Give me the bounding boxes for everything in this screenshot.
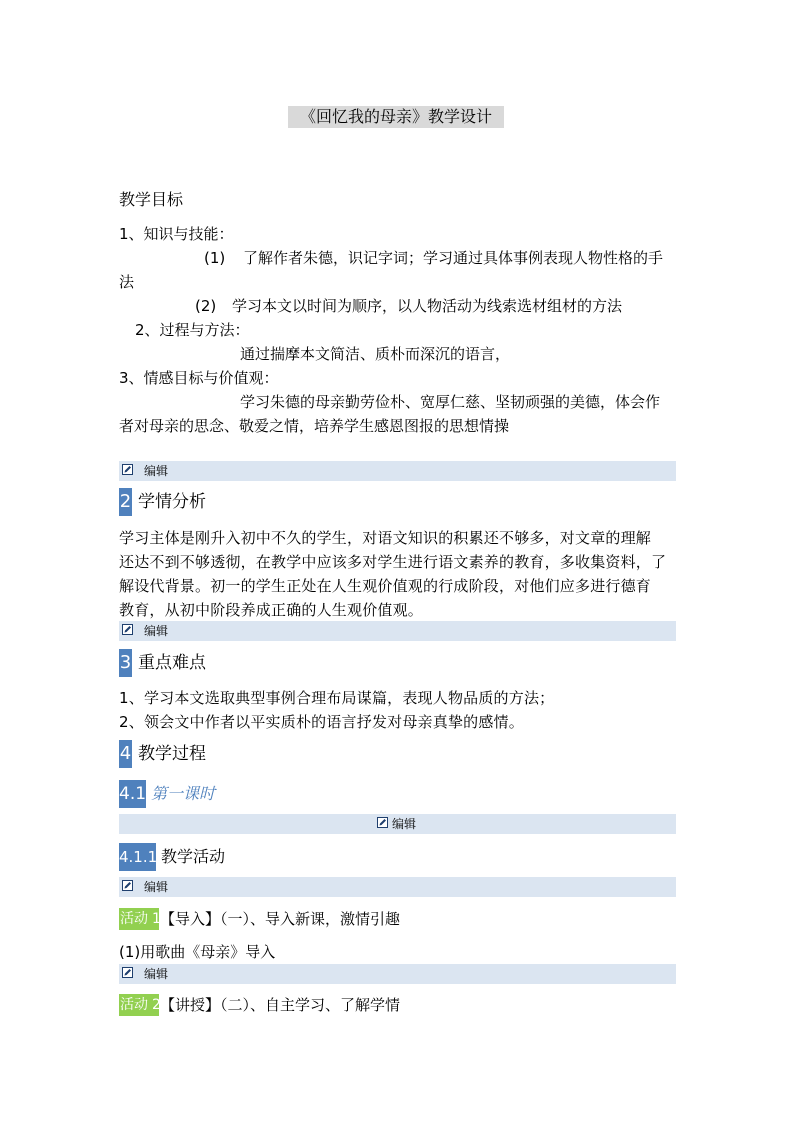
edit-bar[interactable]: [119, 877, 676, 897]
activity-number: 2: [152, 994, 159, 1016]
body-line: 解设代背景。初一的学生正处在人生观价值观的行成阶段，对他们应多进行德育: [119, 577, 652, 595]
activity-badge: [119, 908, 159, 930]
activity-number: 1: [152, 908, 159, 930]
objective-1: 1、知识与技能：: [119, 225, 234, 243]
subsubsection-number: 4.1.1: [119, 843, 156, 871]
body-line: 1、学习本文选取典型事例合理布局谋篇，表现人物品质的方法；: [119, 689, 555, 707]
edit-bar[interactable]: [119, 461, 676, 481]
activity-badge: [119, 994, 159, 1016]
edit-link[interactable]: 编辑: [144, 624, 169, 638]
edit-link[interactable]: 编辑: [144, 967, 169, 981]
edit-bar[interactable]: [119, 814, 676, 834]
subsubsection-heading: 教学活动: [161, 847, 226, 866]
edit-icon: [122, 967, 133, 978]
objective-1-sub1-num: (1): [204, 249, 226, 267]
activity-text: 【讲授】（二）、自主学习、了解学情: [160, 996, 401, 1014]
objective-3-line1: 学习朱德的母亲勤劳俭朴、宽厚仁慈、坚韧顽强的美德，体会作: [240, 393, 661, 411]
body-line: 教育，从初中阶段养成正确的人生观价值观。: [119, 601, 424, 619]
body-line: 还达不到不够透彻，在教学中应该多对学生进行语文素养的教育，多收集资料，了: [119, 553, 667, 571]
edit-icon: [122, 880, 133, 891]
section-number: 4: [119, 740, 132, 768]
section-heading: 重点难点: [138, 653, 206, 673]
activity-text: 【导入】（一）、导入新课，激情引趣: [160, 910, 401, 928]
section-number: 3: [119, 649, 132, 677]
edit-icon: [122, 464, 133, 475]
objective-1-sub2-text: 学习本文以时间为顺序，以人物活动为线索选材组材的方法: [232, 297, 623, 315]
edit-link[interactable]: 编辑: [144, 464, 169, 478]
objective-3: 3、情感目标与价值观：: [119, 369, 279, 387]
section-heading: 学情分析: [138, 492, 206, 512]
objective-3-line2: 者对母亲的思念、敬爱之情，培养学生感恩图报的思想情操: [119, 417, 510, 435]
activity-detail: (1)用歌曲《母亲》导入: [119, 943, 276, 961]
subsection-heading: 第一课时: [151, 784, 216, 803]
objective-1-sub2-num: (2): [195, 297, 217, 315]
document-title: 《回忆我的母亲》教学设计: [288, 106, 504, 128]
section-body: [119, 686, 677, 734]
section-number: 2: [119, 488, 132, 516]
edit-icon: [377, 817, 388, 828]
section-heading: 教学过程: [138, 744, 206, 764]
objectives-heading: 教学目标: [119, 190, 184, 209]
body-line: 学习主体是刚升入初中不久的学生，对语文知识的积累还不够多，对文章的理解: [119, 529, 652, 547]
edit-bar[interactable]: [119, 964, 676, 984]
body-line: 2、领会文中作者以平实质朴的语言抒发对母亲真挚的感情。: [119, 713, 524, 731]
objective-1-sub1-line1: 了解作者朱德，识记字词；学习通过具体事例表现人物性格的手: [243, 249, 664, 267]
objective-1-sub1-line2: 法: [119, 273, 135, 291]
activity-label: 活动: [120, 911, 148, 927]
edit-bar[interactable]: [119, 621, 676, 641]
objective-2: 2、过程与方法：: [135, 321, 250, 339]
activity-label: 活动: [120, 997, 148, 1013]
subsection-number: 4.1: [119, 780, 146, 808]
section-body: [119, 526, 677, 622]
objective-2-text: 通过揣摩本文简洁、质朴而深沉的语言，: [240, 345, 511, 363]
edit-link[interactable]: 编辑: [392, 817, 417, 831]
edit-icon: [122, 624, 133, 635]
edit-link[interactable]: 编辑: [144, 880, 169, 894]
